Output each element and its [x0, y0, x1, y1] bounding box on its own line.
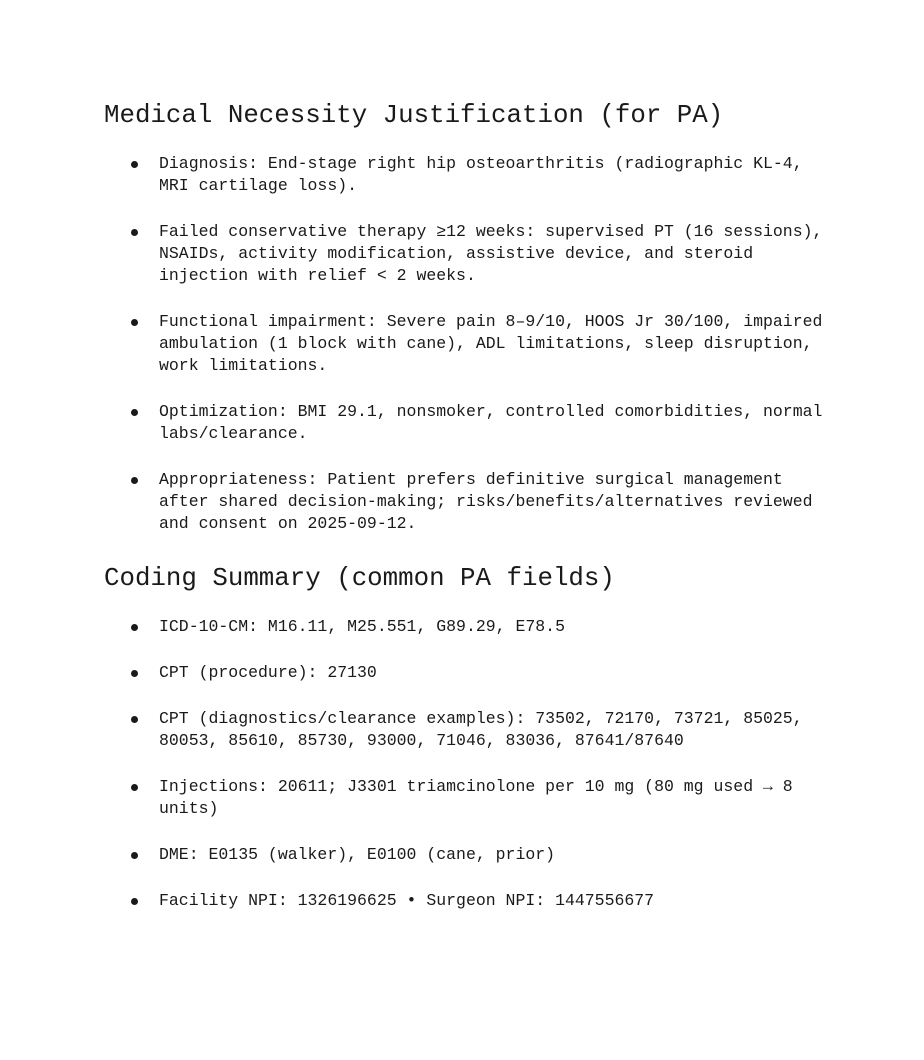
list-item-failed-conservative-therapy	[104, 221, 824, 287]
list-item-text: CPT (diagnostics/clearance examples): 73502, 72170, 73721, 85025, 80053, 85610, 85730, 93000, 71046, 83036, 87641/87640	[159, 709, 803, 750]
bullet-icon	[131, 616, 139, 638]
bullet-icon	[131, 844, 139, 866]
list-item-text: Optimization: BMI 29.1, nonsmoker, controlled comorbidities, normal labs/clearance.	[159, 402, 823, 443]
list-item-icd10	[104, 616, 824, 638]
list-item-npi	[104, 890, 824, 912]
list-item-optimization	[104, 401, 824, 445]
bullet-icon	[131, 469, 139, 491]
list-item-cpt-diagnostics	[104, 708, 824, 752]
list-item-text: ICD-10-CM: M16.11, M25.551, G89.29, E78.5	[159, 617, 565, 636]
list-item-text: Appropriateness: Patient prefers definitive surgical management after shared decision-making; risks/benefits/alternatives reviewed and consent on 2025-09-12.	[159, 470, 813, 533]
list-item-appropriateness	[104, 469, 824, 535]
list-item-text: Diagnosis: End-stage right hip osteoarthritis (radiographic KL-4, MRI cartilage loss).	[159, 154, 803, 195]
list-item-functional-impairment	[104, 311, 824, 377]
coding-summary-heading: Coding Summary (common PA fields)	[104, 564, 615, 593]
coding-summary-list	[104, 616, 924, 912]
list-item-injections	[104, 776, 824, 820]
list-item-text: Failed conservative therapy ≥12 weeks: supervised PT (16 sessions), NSAIDs, activity modification, assistive device, and steroid injection with relief < 2 weeks.	[159, 222, 823, 285]
bullet-icon	[131, 311, 139, 333]
list-item-text: DME: E0135 (walker), E0100 (cane, prior)	[159, 845, 556, 864]
bullet-icon	[131, 153, 139, 175]
bullet-icon	[131, 401, 139, 423]
list-item-text: CPT (procedure): 27130	[159, 663, 377, 682]
bullet-icon	[131, 662, 139, 684]
bullet-icon	[131, 221, 139, 243]
list-item-text: Facility NPI: 1326196625 • Surgeon NPI: 1447556677	[159, 891, 655, 910]
bullet-icon	[131, 890, 139, 912]
medical-necessity-heading: Medical Necessity Justification (for PA)	[104, 101, 724, 130]
list-item-cpt-procedure	[104, 662, 824, 684]
list-item-diagnosis	[104, 153, 824, 197]
bullet-icon	[131, 776, 139, 798]
bullet-icon	[131, 708, 139, 730]
list-item-dme	[104, 844, 824, 866]
medical-necessity-section	[104, 100, 924, 535]
list-item-text: Functional impairment: Severe pain 8–9/10, HOOS Jr 30/100, impaired ambulation (1 block with cane), ADL limitations, sleep disruption, work limitations.	[159, 312, 823, 375]
coding-summary-section	[104, 563, 924, 912]
list-item-text: Injections: 20611; J3301 triamcinolone per 10 mg (80 mg used → 8 units)	[159, 777, 793, 818]
medical-necessity-list	[104, 153, 924, 535]
